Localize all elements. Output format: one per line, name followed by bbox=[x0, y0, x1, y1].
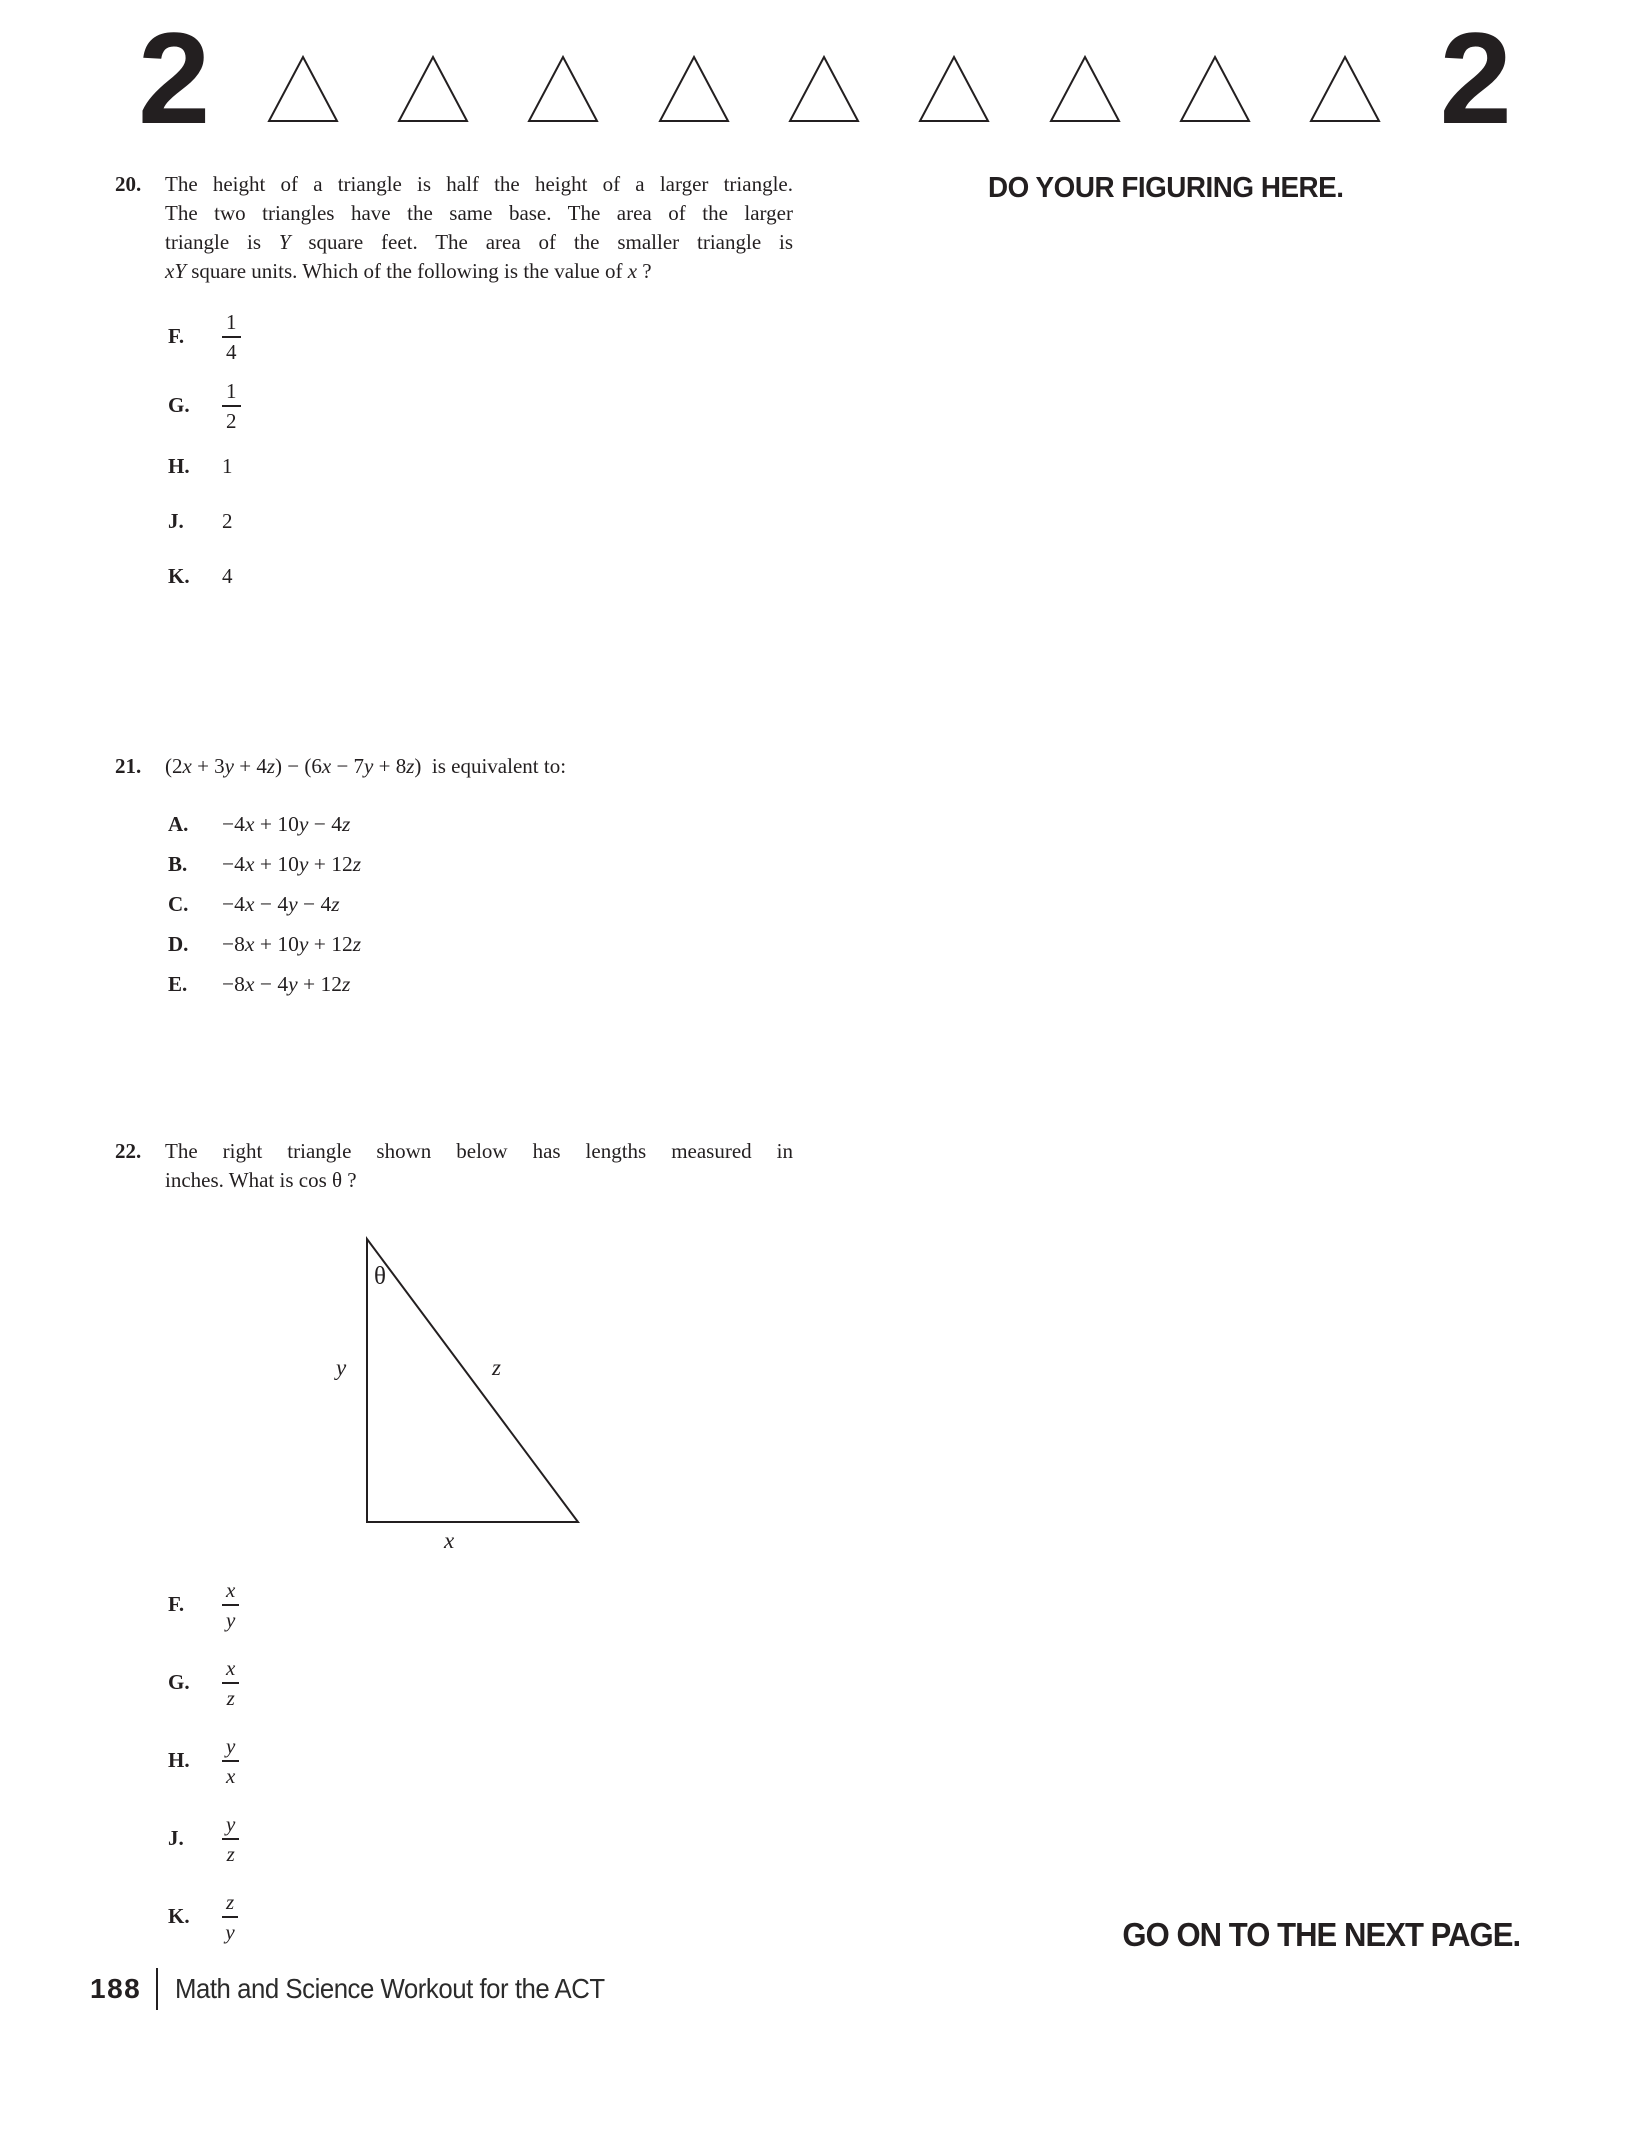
option-label: A. bbox=[168, 811, 189, 836]
fraction-value bbox=[222, 1578, 239, 1631]
option-label: J. bbox=[168, 509, 184, 533]
page-header bbox=[138, 4, 1510, 151]
question-21-stem bbox=[115, 752, 805, 781]
option-expression: −4x − 4y − 4z bbox=[222, 892, 340, 916]
book-title: Math and Science Workout for the ACT bbox=[175, 1973, 605, 2004]
option-label: D. bbox=[168, 931, 189, 956]
fraction-value bbox=[222, 1656, 239, 1709]
answer-option-d bbox=[168, 929, 805, 959]
question-line: (2x + 3y + 4z) − (6x − 7y + 8z) is equivalent to: bbox=[165, 754, 567, 778]
answer-option-f bbox=[168, 310, 805, 363]
option-value: 1 bbox=[222, 454, 233, 478]
answer-option-h bbox=[168, 454, 805, 479]
go-on-note: GO ON TO THE NEXT PAGE. bbox=[1122, 1916, 1520, 1953]
option-label: C. bbox=[168, 891, 189, 916]
question-line: inches. What is cos θ ? bbox=[165, 1168, 357, 1192]
option-expression: −4x + 10y + 12z bbox=[222, 852, 362, 876]
fraction-denominator: 2 bbox=[226, 409, 237, 433]
section-number-left: 2 bbox=[138, 4, 209, 151]
fraction-numerator: 1 bbox=[222, 379, 241, 407]
option-label: G. bbox=[168, 1670, 190, 1694]
fraction-numerator: z bbox=[222, 1890, 238, 1918]
question-21-options bbox=[168, 809, 805, 999]
fraction-numerator: x bbox=[222, 1578, 239, 1606]
option-label: J. bbox=[168, 1826, 184, 1850]
answer-option-a bbox=[168, 809, 805, 839]
section-number-right: 2 bbox=[1439, 4, 1510, 151]
fraction-value bbox=[222, 1734, 239, 1787]
triangle-icon bbox=[1179, 54, 1251, 124]
answer-option-j bbox=[168, 1812, 805, 1865]
question-22-stem bbox=[115, 1137, 805, 1195]
answer-option-f bbox=[168, 1578, 805, 1631]
question-line: The height of a triangle is half the height of a larger triangle. bbox=[165, 172, 793, 196]
side-z-label: z bbox=[492, 1355, 501, 1380]
question-22-options bbox=[168, 1578, 805, 1943]
triangle-icon bbox=[918, 54, 990, 124]
option-value: 4 bbox=[222, 564, 233, 588]
fraction-numerator: 1 bbox=[222, 310, 241, 338]
option-label: H. bbox=[168, 1748, 190, 1772]
question-text bbox=[165, 1137, 793, 1195]
option-label: F. bbox=[168, 324, 185, 348]
question-20-options bbox=[168, 310, 805, 589]
option-label: H. bbox=[168, 454, 190, 478]
answer-option-g bbox=[168, 1656, 805, 1709]
right-triangle-figure bbox=[300, 1218, 620, 1552]
side-x-label: x bbox=[444, 1528, 455, 1552]
question-line: The right triangle shown below has lengths measured in bbox=[165, 1139, 793, 1163]
fraction-numerator: y bbox=[222, 1734, 239, 1762]
fraction-value bbox=[222, 379, 241, 432]
option-value: 2 bbox=[222, 509, 233, 533]
question-20 bbox=[115, 170, 805, 589]
fraction-denominator: y bbox=[225, 1920, 235, 1944]
option-expression: −4x + 10y − 4z bbox=[222, 812, 351, 836]
fraction-denominator: y bbox=[226, 1608, 236, 1632]
fraction-value bbox=[222, 1812, 239, 1865]
triangle-icon bbox=[788, 54, 860, 124]
triangle-icon bbox=[267, 54, 339, 124]
figuring-note: DO YOUR FIGURING HERE. bbox=[988, 172, 1344, 204]
option-expression: −8x + 10y + 12z bbox=[222, 932, 362, 956]
question-20-stem bbox=[115, 170, 805, 286]
question-line: xY square units. Which of the following is the value of x ? bbox=[165, 259, 652, 283]
question-22 bbox=[115, 1137, 805, 1195]
question-number: 20. bbox=[115, 172, 142, 196]
fraction-denominator: x bbox=[226, 1764, 236, 1788]
question-text bbox=[165, 752, 793, 781]
answer-option-k bbox=[168, 1890, 805, 1943]
answer-option-b bbox=[168, 849, 805, 879]
answer-option-h bbox=[168, 1734, 805, 1787]
answer-option-j bbox=[168, 509, 805, 534]
fraction-denominator: z bbox=[226, 1842, 235, 1866]
option-label: K. bbox=[168, 1904, 190, 1928]
question-line: triangle is Y square feet. The area of the smaller triangle is bbox=[165, 230, 793, 254]
fraction-value bbox=[222, 1890, 238, 1943]
question-number: 22. bbox=[115, 1139, 142, 1163]
triangle-icon bbox=[397, 54, 469, 124]
fraction-denominator: 4 bbox=[226, 340, 237, 364]
triangle-outline bbox=[367, 1239, 578, 1522]
option-label: G. bbox=[168, 393, 190, 417]
footer-divider bbox=[156, 1968, 158, 2010]
question-number: 21. bbox=[115, 754, 142, 778]
option-label: E. bbox=[168, 971, 188, 996]
fraction-denominator: z bbox=[226, 1686, 235, 1710]
option-expression: −8x − 4y + 12z bbox=[222, 972, 351, 996]
triangle-icon bbox=[658, 54, 730, 124]
question-text bbox=[165, 170, 793, 286]
fraction-numerator: x bbox=[222, 1656, 239, 1684]
fraction-value bbox=[222, 310, 241, 363]
page-number: 188 bbox=[90, 1973, 142, 2004]
option-label: B. bbox=[168, 851, 188, 876]
question-21 bbox=[115, 752, 805, 999]
fraction-numerator: y bbox=[222, 1812, 239, 1840]
question-line: The two triangles have the same base. The area of the larger bbox=[165, 201, 793, 225]
answer-option-c bbox=[168, 889, 805, 919]
page-footer bbox=[90, 1968, 642, 2010]
option-label: K. bbox=[168, 564, 190, 588]
answer-option-e bbox=[168, 969, 805, 999]
triangle-icon bbox=[1309, 54, 1381, 124]
question-22-options-block bbox=[115, 1578, 805, 1943]
triangle-icon bbox=[1049, 54, 1121, 124]
option-label: F. bbox=[168, 1592, 185, 1616]
angle-theta-label: θ bbox=[374, 1263, 386, 1290]
side-y-label: y bbox=[336, 1355, 347, 1380]
triangle-icon bbox=[527, 54, 599, 124]
answer-option-g bbox=[168, 379, 805, 432]
answer-option-k bbox=[168, 564, 805, 589]
